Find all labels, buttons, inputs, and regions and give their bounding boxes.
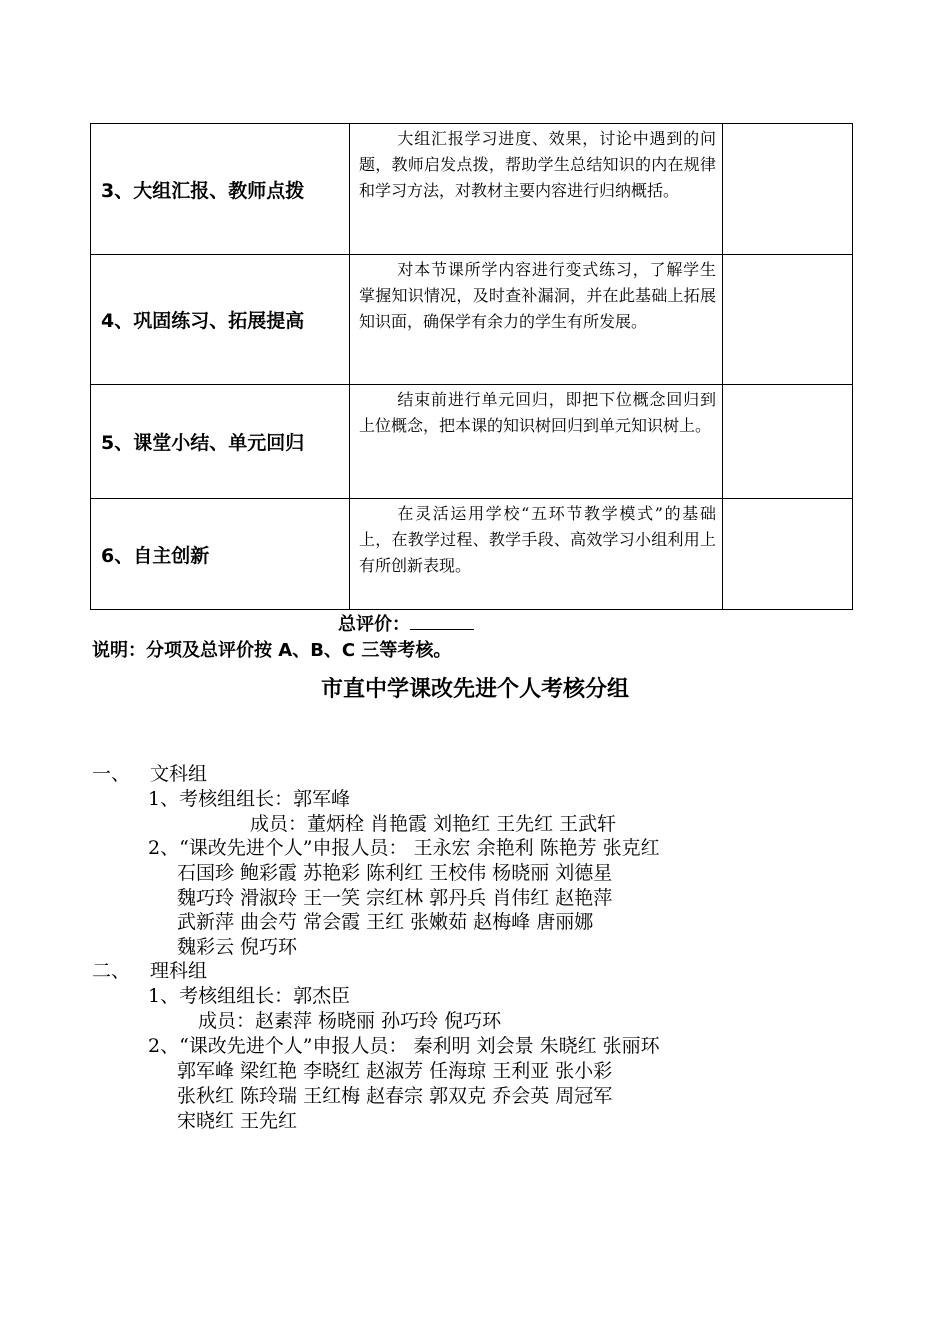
group-name: 文科组 (150, 763, 208, 785)
page-title: 市直中学课改先进个人考核分组 (320, 677, 629, 702)
applicants-line: 宋晓红 王先红 (177, 1110, 298, 1132)
table-row (91, 499, 853, 610)
total-evaluation (338, 610, 474, 636)
total-label: 总评价： (338, 614, 410, 635)
applicants-line: 石国珍 鲍彩霞 苏艳彩 陈利红 王校伟 杨晓丽 刘德星 (177, 862, 613, 884)
table-row (91, 385, 853, 499)
evaluation-table (90, 123, 853, 610)
step-description: 大组汇报学习进度、效果，讨论中遇到的问题，教师启发点拨，帮助学生总结知识的内在规律和学习方法，对教材主要内容进行归纳概括。 (350, 124, 723, 255)
group-heading (92, 959, 207, 984)
applicants-line: 武新萍 曲会芍 常会霞 王红 张嫩茹 赵梅峰 唐丽娜 (177, 911, 594, 933)
group-members: 成员：赵素萍 杨晓丽 孙巧玲 倪巧环 (198, 1010, 502, 1032)
step-label: 5、课堂小结、单元回归 (91, 385, 350, 499)
step-description: 在灵活运用学校“五环节教学模式”的基础上，在教学过程、教学手段、高效学习小组利用上有所创新表现。 (350, 499, 723, 610)
step-label: 4、巩固练习、拓展提高 (91, 255, 350, 385)
group-leader: 1、考核组组长：郭军峰 (148, 788, 351, 810)
group-leader: 1、考核组组长：郭杰臣 (148, 985, 351, 1007)
score-cell[interactable] (723, 255, 853, 385)
note-text: 说明：分项及总评价按 A、B、C 三等考核。 (92, 640, 452, 661)
step-description: 对本节课所学内容进行变式练习，了解学生掌握知识情况，及时查补漏洞，并在此基础上拓展知识面，确保学有余力的学生有所发展。 (350, 255, 723, 385)
score-cell[interactable] (723, 499, 853, 610)
applicants-line: 张秋红 陈玲瑞 王红梅 赵春宗 郭双克 乔会英 周冠军 (177, 1085, 613, 1107)
applicants-line: 魏彩云 倪巧环 (177, 936, 298, 958)
table-row (91, 255, 853, 385)
applicants-heading: 2、“课改先进个人”申报人员： 秦利明 刘会景 朱晓红 张丽环 (148, 1035, 660, 1057)
group-number: 一、 (92, 763, 131, 785)
table-row (91, 124, 853, 255)
applicants-heading: 2、“课改先进个人”申报人员： 王永宏 余艳利 陈艳芳 张克红 (148, 837, 660, 859)
score-cell[interactable] (723, 385, 853, 499)
group-members: 成员：董炳栓 肖艳霞 刘艳红 王先红 王武轩 (250, 813, 617, 835)
step-label: 6、自主创新 (91, 499, 350, 610)
score-cell[interactable] (723, 124, 853, 255)
group-name: 理科组 (150, 960, 208, 982)
applicants-line: 郭军峰 梁红艳 李晓红 赵淑芳 任海琼 王利亚 张小彩 (177, 1060, 613, 1082)
group-heading (92, 762, 207, 787)
group-number: 二、 (92, 960, 131, 982)
total-blank[interactable] (410, 613, 474, 630)
step-description: 结束前进行单元回归，即把下位概念回归到上位概念，把本课的知识树回归到单元知识树上。 (350, 385, 723, 499)
step-label: 3、大组汇报、教师点拨 (91, 124, 350, 255)
applicants-line: 魏巧玲 滑淑玲 王一笑 宗红林 郭丹兵 肖伟红 赵艳萍 (177, 887, 613, 909)
